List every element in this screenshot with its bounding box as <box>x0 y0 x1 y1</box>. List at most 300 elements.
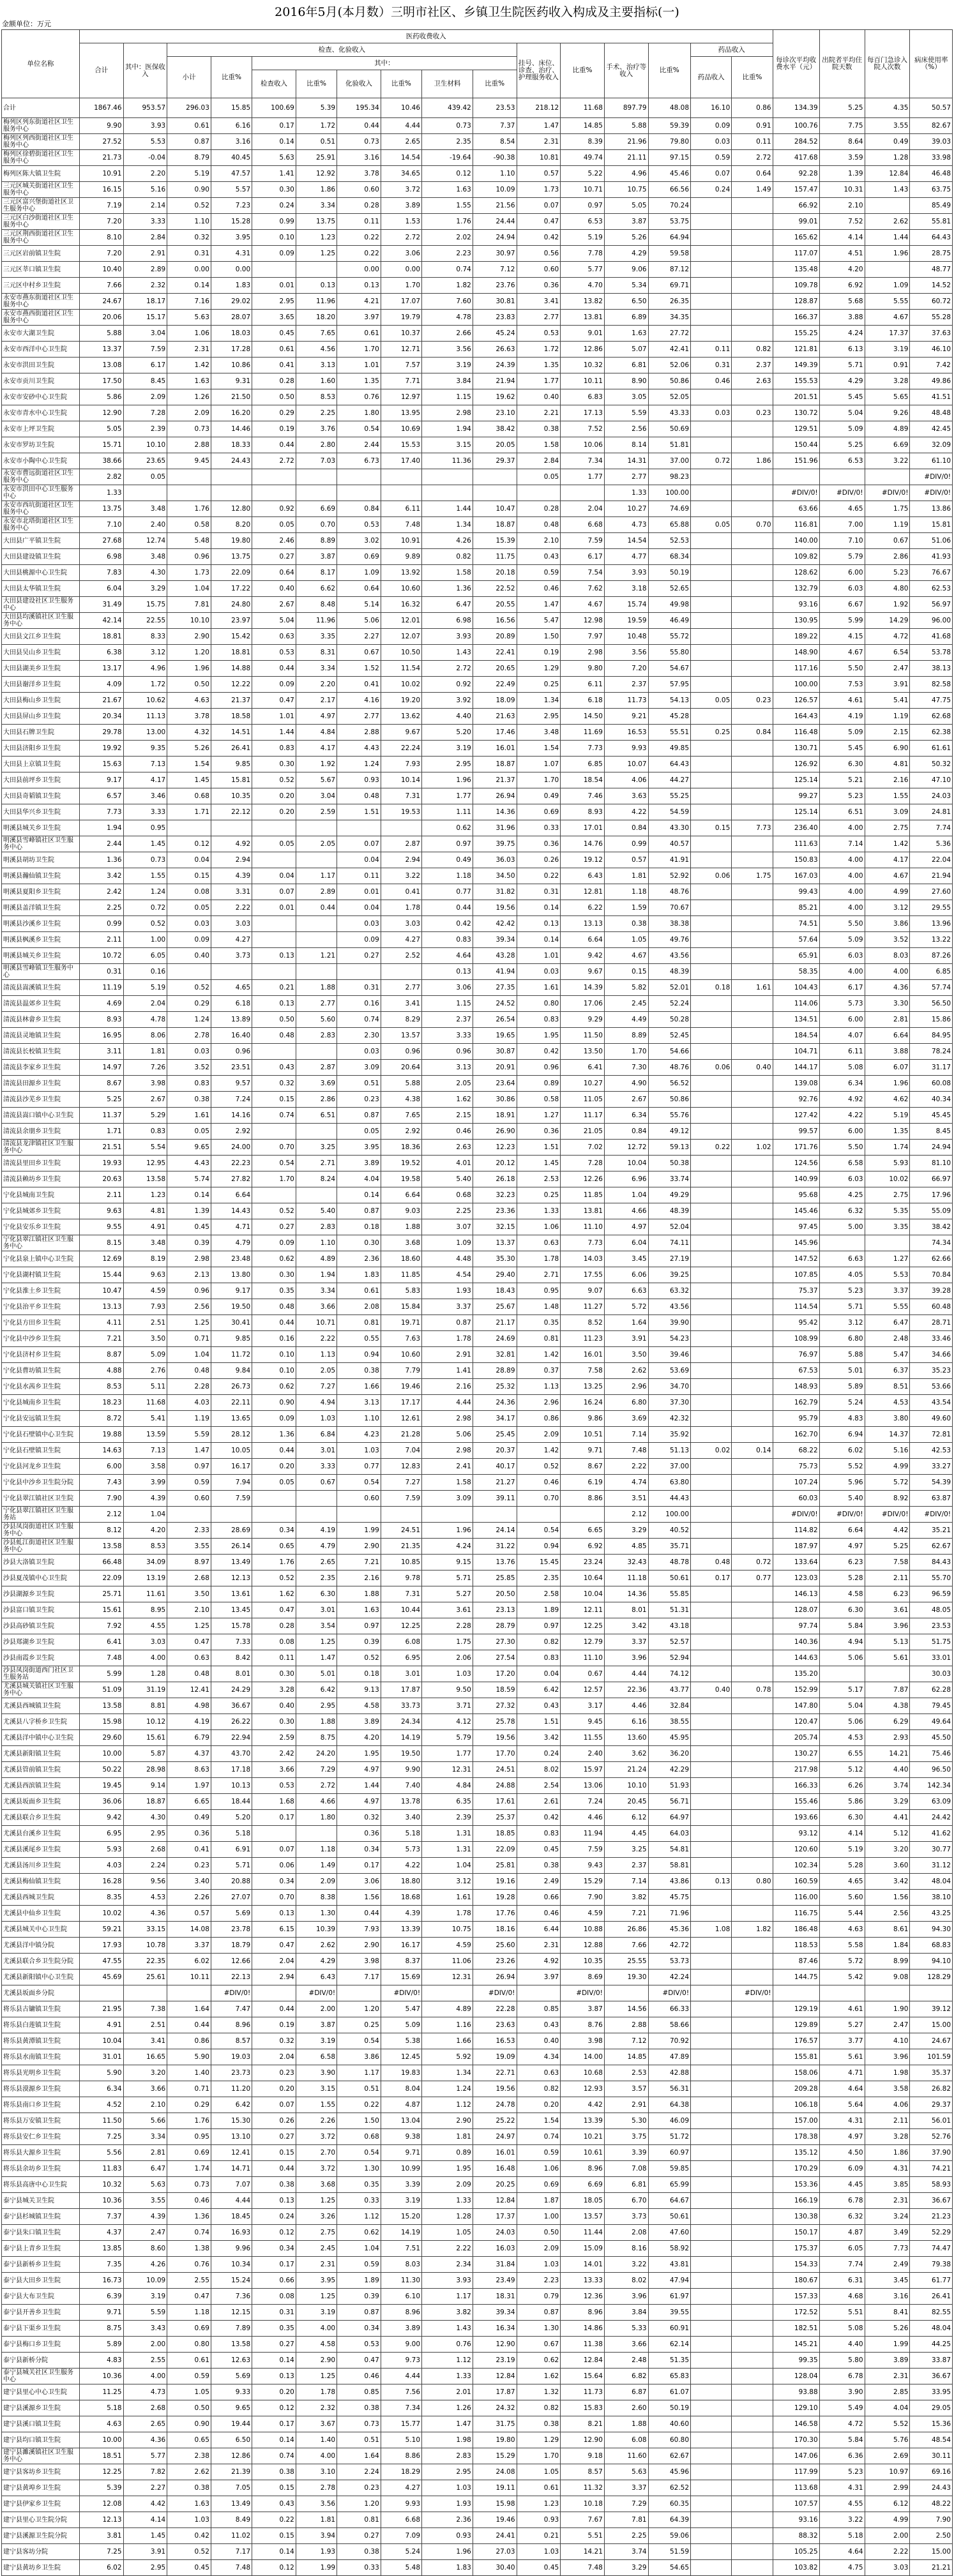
value-cell: 1.76 <box>167 501 211 517</box>
value-cell: 0.07 <box>252 2097 296 2113</box>
value-cell: 1.00 <box>517 2209 561 2225</box>
value-cell: 6.82 <box>604 2369 648 2384</box>
value-cell <box>211 820 252 836</box>
value-cell: 36.67 <box>910 2369 953 2384</box>
value-cell: 32.81 <box>473 1347 517 1363</box>
value-cell: 0.82 <box>517 2081 561 2097</box>
value-cell: 201.51 <box>773 389 819 405</box>
unit-name-cell: 建宁县客坊乡卫生院 <box>2 2464 80 2480</box>
value-cell: 2.05 <box>296 836 337 852</box>
value-cell: 3.41 <box>123 2033 167 2049</box>
value-cell: 6.95 <box>381 1650 421 1666</box>
value-cell <box>732 709 773 725</box>
value-cell: 8.42 <box>211 1650 252 1666</box>
value-cell: 1.76 <box>252 1555 296 1570</box>
value-cell: 10.91 <box>381 533 421 549</box>
value-cell: 19.80 <box>211 533 252 549</box>
table-row <box>2 1060 953 1076</box>
table-row <box>2 1219 953 1235</box>
value-cell: 20.34 <box>79 709 123 725</box>
value-cell: 6.69 <box>296 501 337 517</box>
value-cell: 0.24 <box>517 1746 561 1762</box>
value-cell: 12.63 <box>211 2353 252 2369</box>
table-row <box>2 772 953 788</box>
table-row <box>2 517 953 533</box>
value-cell: 47.10 <box>910 772 953 788</box>
value-cell: 2.16 <box>865 772 910 788</box>
value-cell: 2.28 <box>422 1618 473 1634</box>
value-cell: 24.81 <box>910 804 953 820</box>
value-cell: 0.96 <box>167 1283 211 1299</box>
unit-name-cell: 大田县建设镇卫生院 <box>2 549 80 565</box>
value-cell: 8.86 <box>381 2448 421 2464</box>
value-cell: 12.31 <box>422 1970 473 1985</box>
value-cell: 2.95 <box>422 2464 473 2480</box>
value-cell: 6.37 <box>865 1363 910 1379</box>
value-cell: 4.40 <box>422 709 473 725</box>
value-cell: 21.05 <box>561 1124 605 1140</box>
value-cell: 130.27 <box>773 1746 819 1762</box>
value-cell: 0.63 <box>252 629 296 645</box>
value-cell: 27.32 <box>473 1698 517 1714</box>
value-cell: 5.34 <box>604 278 648 294</box>
value-cell: 0.59 <box>691 150 732 166</box>
value-cell: 2.10 <box>819 198 865 214</box>
value-cell: 3.61 <box>865 1602 910 1618</box>
value-cell: 13.50 <box>561 1044 605 1060</box>
value-cell: 4.87 <box>819 2225 865 2241</box>
value-cell: 1.76 <box>422 214 473 230</box>
value-cell: 5.39 <box>79 2480 123 2496</box>
value-cell: 6.34 <box>79 2081 123 2097</box>
value-cell: 0.52 <box>167 2544 211 2560</box>
value-cell: 1.94 <box>79 820 123 836</box>
value-cell: 3.76 <box>296 421 337 437</box>
value-cell: 2.68 <box>167 1570 211 1586</box>
value-cell: 4.20 <box>819 262 865 278</box>
value-cell: 0.13 <box>252 2369 296 2384</box>
value-cell: 28.71 <box>910 1315 953 1331</box>
value-cell: 0.79 <box>517 2289 561 2305</box>
value-cell <box>691 1171 732 1187</box>
value-cell: 50.19 <box>648 2400 690 2416</box>
value-cell: 100.76 <box>773 118 819 134</box>
value-cell: 22.11 <box>211 1395 252 1411</box>
value-cell: 6.92 <box>561 1539 605 1555</box>
value-cell: 4.53 <box>819 1730 865 1746</box>
value-cell: 3.16 <box>211 134 252 150</box>
value-cell: 2.44 <box>337 437 381 453</box>
value-cell: 0.37 <box>517 1363 561 1379</box>
value-cell: 20.55 <box>473 597 517 613</box>
value-cell: 3.02 <box>337 533 381 549</box>
value-cell: 6.04 <box>604 1235 648 1251</box>
value-cell: 1.56 <box>865 1890 910 1906</box>
value-cell: 0.66 <box>252 2273 296 2289</box>
value-cell <box>732 1507 773 1523</box>
value-cell: 5.88 <box>604 118 648 134</box>
unit-name-cell: 建宁县濉溪镇社区卫生服务中心 <box>2 2448 80 2464</box>
value-cell <box>691 1618 732 1634</box>
value-cell: 0.17 <box>252 118 296 134</box>
table-row <box>2 1171 953 1187</box>
value-cell: 12.79 <box>561 1634 605 1650</box>
value-cell: 27.35 <box>473 980 517 996</box>
value-cell: 0.14 <box>252 2432 296 2448</box>
value-cell: 3.07 <box>422 1219 473 1235</box>
value-cell <box>691 1235 732 1251</box>
value-cell: 5.09 <box>819 725 865 741</box>
value-cell: 1.77 <box>422 1746 473 1762</box>
value-cell: 1.71 <box>167 804 211 820</box>
value-cell: 1.47 <box>167 1443 211 1459</box>
value-cell: 1.68 <box>252 1794 296 1810</box>
value-cell: 13.78 <box>381 1794 421 1810</box>
value-cell: 0.27 <box>252 549 296 565</box>
value-cell: 1.34 <box>422 517 473 533</box>
value-cell: 7.36 <box>211 2289 252 2305</box>
unit-name-cell: 宁化县治平乡卫生院 <box>2 1299 80 1315</box>
value-cell: 1867.46 <box>79 98 123 118</box>
value-cell: 0.42 <box>517 1044 561 1060</box>
value-cell: 7.93 <box>381 757 421 772</box>
value-cell: 7.28 <box>561 1156 605 1171</box>
value-cell: 11.73 <box>604 693 648 709</box>
value-cell: 48.39 <box>648 964 690 980</box>
value-cell: 1.28 <box>865 150 910 166</box>
table-row <box>2 565 953 581</box>
value-cell: 7.00 <box>819 517 865 533</box>
value-cell: 17.87 <box>473 2384 517 2400</box>
value-cell <box>732 581 773 597</box>
value-cell: 1.58 <box>517 437 561 453</box>
value-cell: 29.05 <box>910 2400 953 2416</box>
value-cell <box>732 246 773 262</box>
value-cell <box>732 2241 773 2257</box>
value-cell: 3.54 <box>296 1618 337 1634</box>
value-cell: 24.51 <box>381 1523 421 1539</box>
value-cell: 2.56 <box>604 421 648 437</box>
value-cell <box>604 1985 648 2001</box>
value-cell: 6.64 <box>381 1187 421 1203</box>
value-cell: 58.81 <box>648 1858 690 1874</box>
value-cell <box>252 852 296 868</box>
value-cell: 12.84 <box>473 2193 517 2209</box>
value-cell: 10.60 <box>381 1347 421 1363</box>
value-cell: 7.59 <box>561 1842 605 1858</box>
value-cell: 21.37 <box>473 772 517 788</box>
value-cell: 5.89 <box>79 2337 123 2353</box>
value-cell: 25.37 <box>473 1810 517 1826</box>
value-cell: 1.50 <box>517 629 561 645</box>
value-cell: 4.46 <box>561 1810 605 1826</box>
value-cell: 3.87 <box>604 214 648 230</box>
value-cell: 6.58 <box>819 1156 865 1171</box>
value-cell: 6.50 <box>211 2432 252 2448</box>
value-cell: 8.45 <box>123 373 167 389</box>
value-cell: 1.94 <box>422 421 473 437</box>
value-cell: 52.76 <box>910 2129 953 2145</box>
value-cell <box>732 533 773 549</box>
value-cell: 100.69 <box>252 98 296 118</box>
value-cell: 1.03 <box>517 2544 561 2560</box>
header-avg-stay-days: 出院者平均住院天数 <box>819 30 865 98</box>
value-cell: 1.64 <box>167 2001 211 2017</box>
value-cell: 1.99 <box>337 1523 381 1539</box>
value-cell: 0.52 <box>337 1650 381 1666</box>
value-cell: 1.34 <box>422 2065 473 2081</box>
value-cell: 6.34 <box>819 1076 865 1092</box>
value-cell <box>732 2177 773 2193</box>
value-cell: 4.45 <box>819 2177 865 2193</box>
value-cell: 21.94 <box>910 868 953 884</box>
value-cell: 4.14 <box>123 2512 167 2528</box>
value-cell: 1.20 <box>167 645 211 661</box>
value-cell <box>252 1124 296 1140</box>
value-cell: 0.42 <box>517 230 561 246</box>
value-cell: 0.83 <box>167 1076 211 1092</box>
value-cell <box>691 2129 732 2145</box>
value-cell <box>691 533 732 549</box>
value-cell: 9.35 <box>123 741 167 757</box>
value-cell: 31.01 <box>79 2049 123 2065</box>
value-cell: 150.83 <box>773 852 819 868</box>
table-row <box>2 2337 953 2353</box>
value-cell: 2.93 <box>865 1730 910 1746</box>
table-row <box>2 1762 953 1778</box>
value-cell: 19.62 <box>473 389 517 405</box>
value-cell: 0.35 <box>517 1315 561 1331</box>
value-cell <box>691 501 732 517</box>
table-row <box>2 2049 953 2065</box>
value-cell: 67.53 <box>773 1363 819 1379</box>
value-cell: 11.96 <box>296 613 337 629</box>
value-cell: 5.41 <box>123 1411 167 1427</box>
value-cell: 23.65 <box>123 453 167 469</box>
value-cell: 82.55 <box>910 2305 953 2321</box>
value-cell: 6.64 <box>211 1187 252 1203</box>
value-cell: 2.94 <box>381 852 421 868</box>
value-cell: 7.14 <box>604 1427 648 1443</box>
value-cell: 0.49 <box>865 134 910 150</box>
value-cell: 0.28 <box>517 501 561 517</box>
value-cell: 37.63 <box>910 326 953 342</box>
value-cell <box>732 1156 773 1171</box>
value-cell: 2.27 <box>337 629 381 645</box>
value-cell: 1.09 <box>422 1235 473 1251</box>
value-cell: 2.28 <box>167 1379 211 1395</box>
value-cell <box>865 1985 910 2001</box>
header-ratio-lab: 比重% <box>381 70 421 98</box>
value-cell: 1.12 <box>422 2353 473 2369</box>
value-cell: 19.88 <box>79 1427 123 1443</box>
value-cell: 0.31 <box>691 358 732 373</box>
value-cell: 3.13 <box>296 358 337 373</box>
value-cell: 50.32 <box>910 757 953 772</box>
table-row <box>2 230 953 246</box>
value-cell: 1.61 <box>422 1890 473 1906</box>
value-cell: 1.86 <box>732 453 773 469</box>
value-cell: 6.00 <box>79 1459 123 1475</box>
value-cell: 5.27 <box>819 2017 865 2033</box>
value-cell: 1.23 <box>296 230 337 246</box>
value-cell: 7.48 <box>211 2560 252 2576</box>
value-cell: 6.69 <box>561 2177 605 2193</box>
value-cell: 3.46 <box>123 788 167 804</box>
header-ratio-surgery: 比重% <box>648 43 690 98</box>
value-cell: 62.52 <box>648 2480 690 2496</box>
value-cell: 5.06 <box>337 613 381 629</box>
value-cell: 16.53 <box>473 2033 517 2049</box>
value-cell: 3.29 <box>123 581 167 597</box>
value-cell <box>691 1634 732 1650</box>
value-cell: 4.31 <box>211 246 252 262</box>
value-cell <box>691 1028 732 1044</box>
value-cell: 4.09 <box>79 677 123 693</box>
value-cell <box>691 1730 732 1746</box>
value-cell: 1.05 <box>517 2464 561 2480</box>
value-cell: 4.84 <box>422 1778 473 1794</box>
value-cell: 84.95 <box>910 1028 953 1044</box>
value-cell: 51.72 <box>648 2129 690 2145</box>
unit-name-cell: 明溪县瀚仙镇卫生院 <box>2 868 80 884</box>
value-cell: 58.93 <box>910 2177 953 2193</box>
value-cell: 0.87 <box>337 1203 381 1219</box>
table-row <box>2 2560 953 2576</box>
value-cell: 39.03 <box>910 134 953 150</box>
value-cell: 81.10 <box>910 1156 953 1171</box>
value-cell: 19.93 <box>79 1156 123 1171</box>
value-cell: 3.37 <box>422 1299 473 1315</box>
value-cell: 22.41 <box>473 645 517 661</box>
value-cell: 1.83 <box>337 1267 381 1283</box>
value-cell: 51.31 <box>648 1602 690 1618</box>
value-cell: 4.39 <box>123 1491 167 1507</box>
value-cell: 4.66 <box>296 1794 337 1810</box>
value-cell: 1.81 <box>296 2512 337 2528</box>
value-cell: 18.54 <box>561 772 605 788</box>
value-cell: 11.17 <box>561 1108 605 1124</box>
value-cell: 56.52 <box>648 1076 690 1092</box>
value-cell: 18.31 <box>473 2289 517 2305</box>
value-cell: 3.19 <box>422 741 473 757</box>
unit-name-cell: 永安市小陶中心卫生院 <box>2 453 80 469</box>
value-cell <box>211 1507 252 1523</box>
value-cell: 14.03 <box>561 1251 605 1267</box>
value-cell <box>732 1746 773 1762</box>
value-cell: 1.55 <box>865 788 910 804</box>
value-cell <box>691 1156 732 1171</box>
value-cell <box>691 1810 732 1826</box>
value-cell: 2.95 <box>123 2560 167 2576</box>
value-cell: 8.89 <box>296 533 337 549</box>
value-cell: 6.17 <box>561 549 605 565</box>
value-cell: 1.42 <box>167 358 211 373</box>
unit-name-cell: 尤溪县洋中镇分院 <box>2 1938 80 1954</box>
value-cell: 5.83 <box>381 1283 421 1299</box>
value-cell: 3.34 <box>296 198 337 214</box>
value-cell: 1.16 <box>422 2017 473 2033</box>
value-cell: 50.19 <box>648 565 690 581</box>
value-cell: 5.18 <box>381 1826 421 1842</box>
value-cell: 155.25 <box>773 326 819 342</box>
value-cell: 10.18 <box>561 2496 605 2512</box>
value-cell: 417.68 <box>773 150 819 166</box>
value-cell: 22.52 <box>473 581 517 597</box>
table-row <box>2 1539 953 1555</box>
value-cell: 63.75 <box>910 182 953 198</box>
value-cell: 9.42 <box>561 948 605 964</box>
value-cell <box>561 1507 605 1523</box>
value-cell: 14.54 <box>604 533 648 549</box>
value-cell: 0.48 <box>252 1299 296 1315</box>
value-cell: 8.75 <box>296 1730 337 1746</box>
value-cell: 54.39 <box>910 1475 953 1491</box>
value-cell: 10.81 <box>517 150 561 166</box>
unit-name-cell: 宁化县城南乡卫生院 <box>2 1395 80 1411</box>
value-cell: 3.12 <box>123 645 167 661</box>
value-cell: 4.59 <box>422 1938 473 1954</box>
table-row <box>2 2081 953 2097</box>
value-cell: 34.66 <box>910 1347 953 1363</box>
value-cell: 129.19 <box>773 2001 819 2017</box>
value-cell: 11.73 <box>561 2384 605 2400</box>
value-cell: 14.39 <box>561 980 605 996</box>
value-cell: 9.84 <box>211 1363 252 1379</box>
value-cell: 20.37 <box>473 1443 517 1459</box>
value-cell: 3.22 <box>381 868 421 884</box>
value-cell: 69.16 <box>910 2464 953 2480</box>
value-cell: 6.64 <box>865 1028 910 1044</box>
value-cell: 8.75 <box>79 2321 123 2337</box>
value-cell: 8.67 <box>79 1076 123 1092</box>
value-cell: 164.43 <box>773 709 819 725</box>
value-cell: 87.12 <box>648 262 690 278</box>
value-cell: 5.59 <box>604 405 648 421</box>
value-cell <box>691 645 732 661</box>
value-cell: 6.08 <box>381 1634 421 1650</box>
value-cell: 3.86 <box>865 916 910 932</box>
value-cell: 0.07 <box>252 1842 296 1858</box>
value-cell: 5.04 <box>819 405 865 421</box>
value-cell: 39.12 <box>910 2001 953 2017</box>
value-cell <box>732 1012 773 1028</box>
value-cell: 5.88 <box>381 1076 421 1092</box>
value-cell: 93.12 <box>773 1826 819 1842</box>
value-cell <box>732 884 773 900</box>
value-cell: 4.54 <box>422 1267 473 1283</box>
value-cell: 3.58 <box>865 2081 910 2097</box>
value-cell: 0.26 <box>517 852 561 868</box>
value-cell: 0.50 <box>252 389 296 405</box>
value-cell: 2.00 <box>296 2001 337 2017</box>
value-cell: 6.02 <box>79 2560 123 2576</box>
value-cell: 116.48 <box>773 725 819 741</box>
value-cell: 49.86 <box>910 373 953 389</box>
value-cell: 57.74 <box>910 980 953 996</box>
value-cell <box>732 1219 773 1235</box>
value-cell: 7.12 <box>604 2033 648 2049</box>
value-cell: 0.17 <box>252 1810 296 1826</box>
value-cell: 19.16 <box>473 1874 517 1890</box>
value-cell <box>691 581 732 597</box>
value-cell: 2.38 <box>167 2448 211 2464</box>
value-cell: 0.24 <box>252 2209 296 2225</box>
value-cell: 2.95 <box>517 709 561 725</box>
value-cell <box>691 278 732 294</box>
table-row <box>2 2145 953 2161</box>
value-cell: 6.09 <box>819 2161 865 2177</box>
